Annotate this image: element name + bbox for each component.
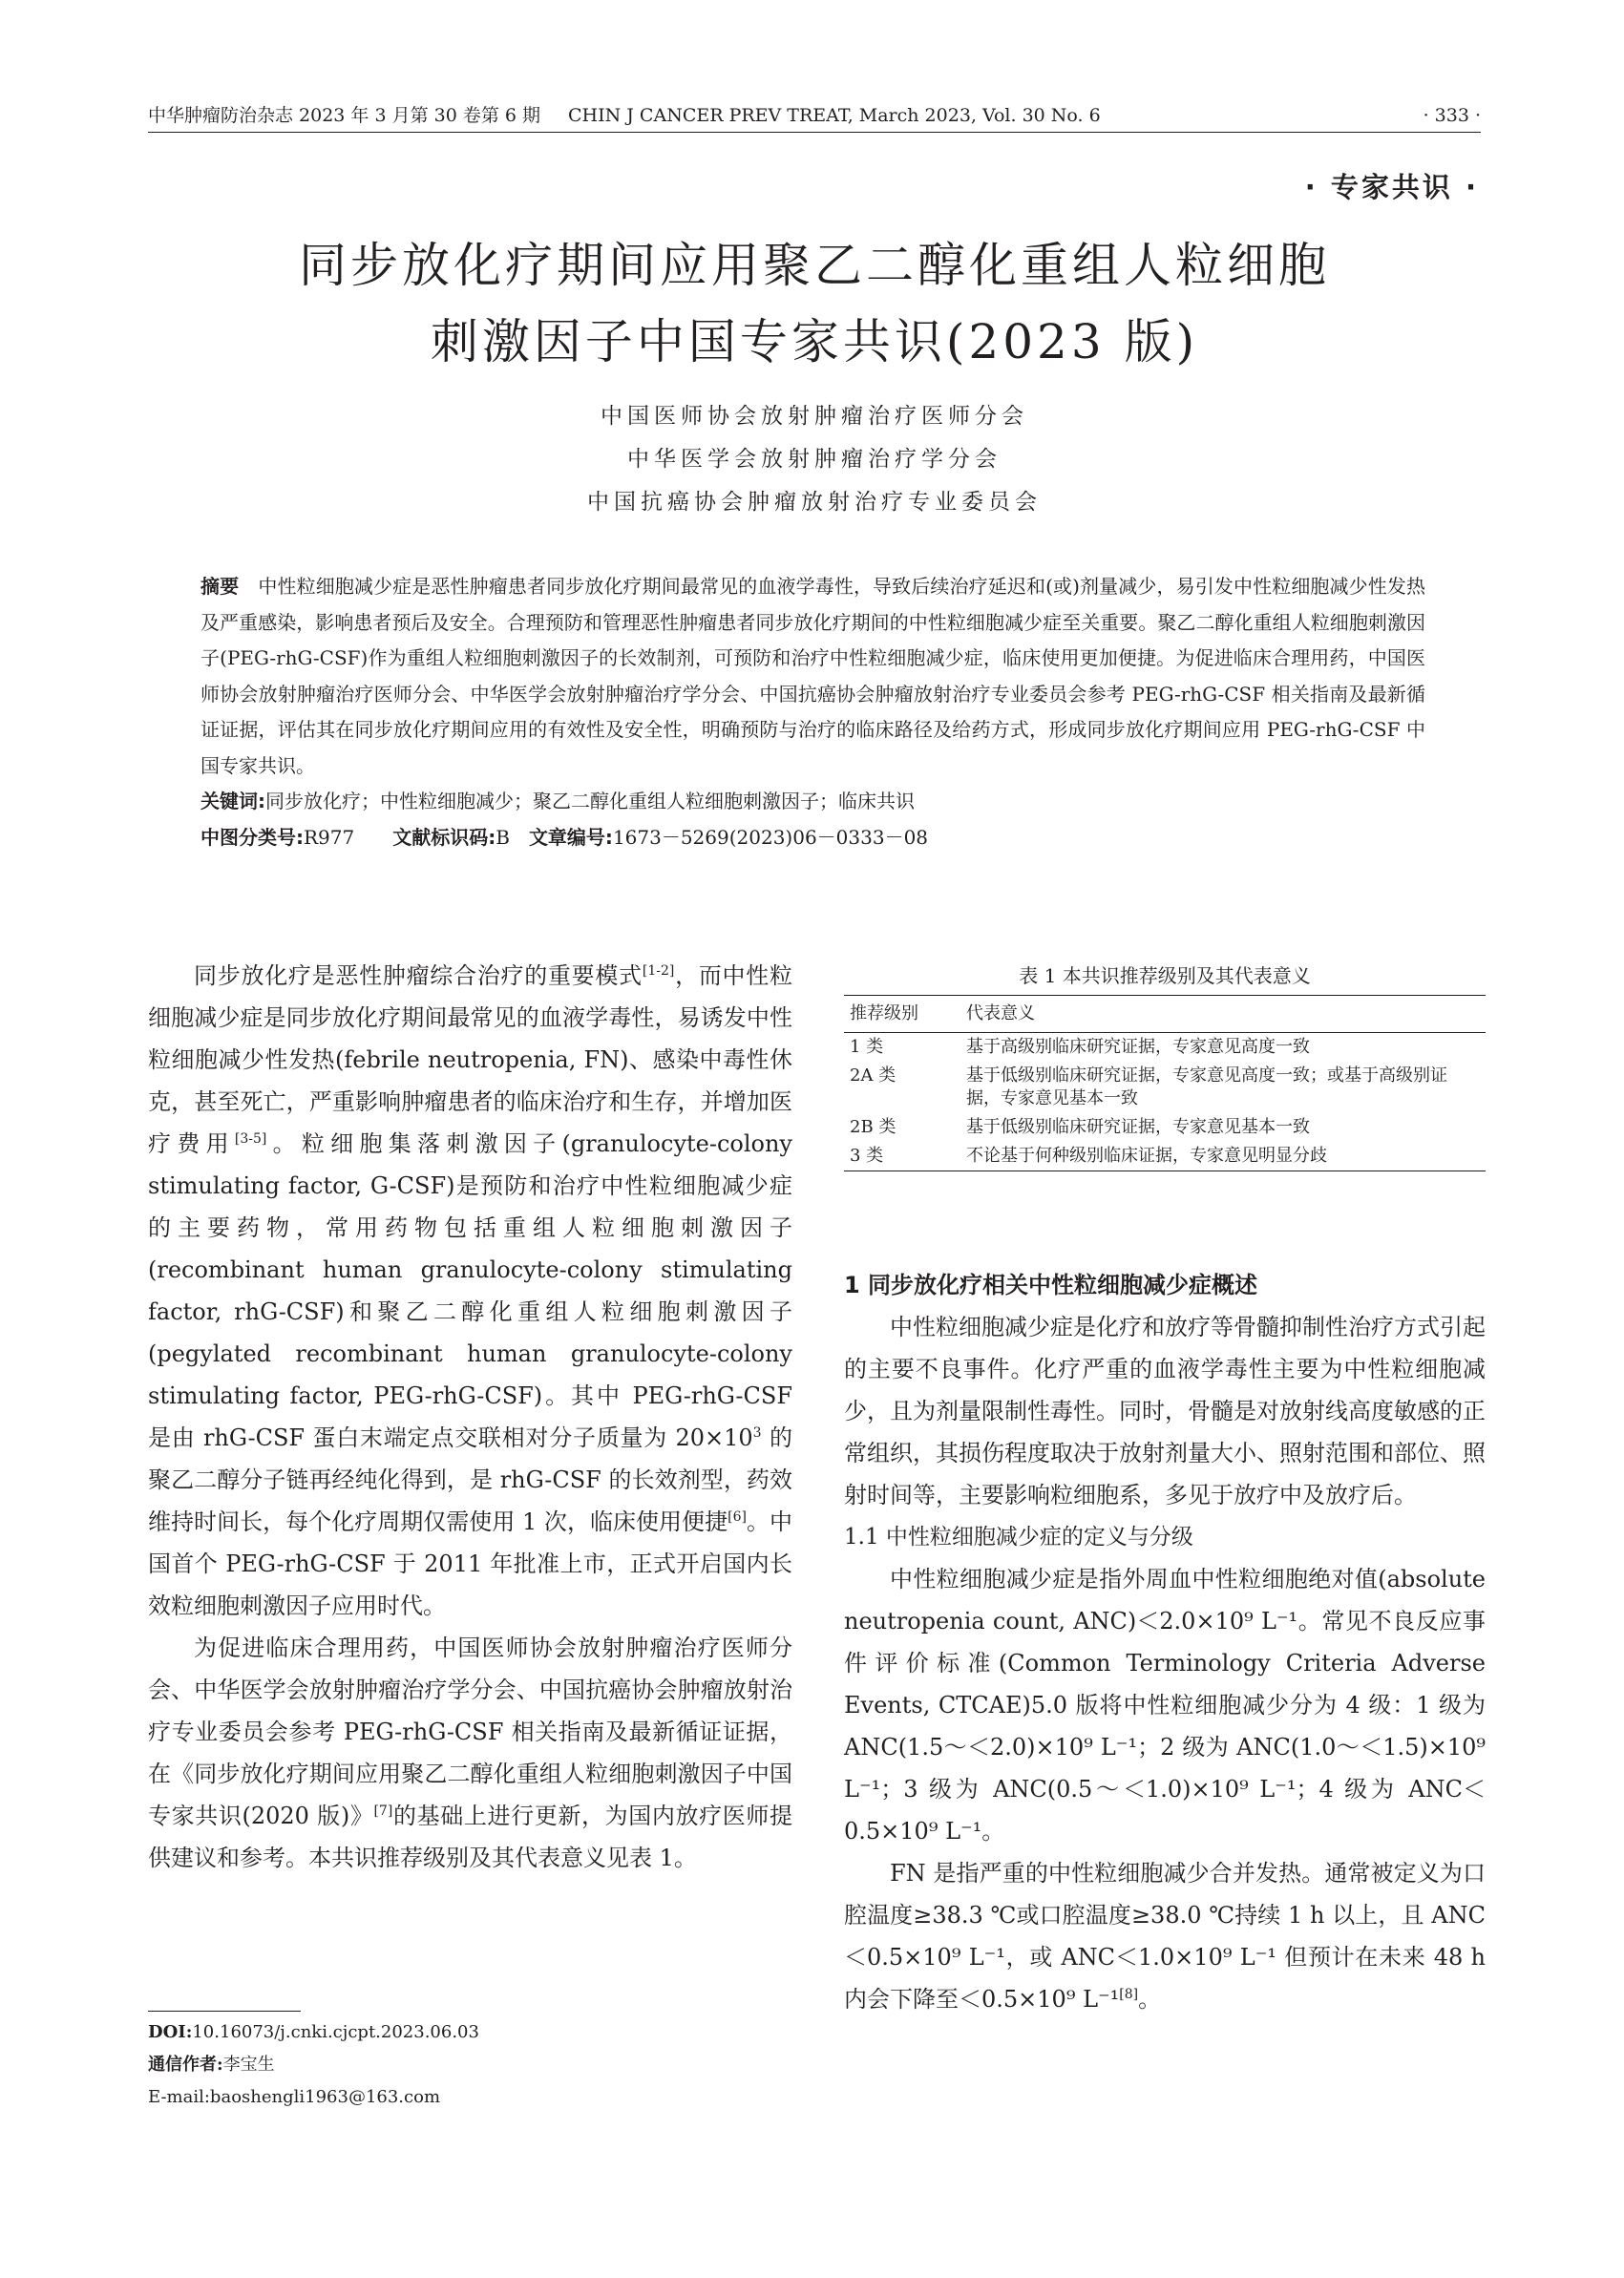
table-cell: 基于低级别临床研究证据，专家意见高度一致；或基于高级别证据，专家意见基本一致 — [966, 1065, 1447, 1108]
intro-paragraph-2 — [148, 1627, 792, 1879]
citation[interactable]: [8] — [1119, 1987, 1139, 2002]
footnote-block — [148, 2016, 792, 2114]
text-span: 的聚乙二醇分子链再经纯化得到，是 rhG-CSF 的长效剂型，药效维持时间长，每个化疗周期仅需使用 1 次，临床使用便捷 — [148, 1424, 792, 1535]
citation[interactable]: [6] — [728, 1509, 747, 1525]
text-span: 为促进临床合理用药，中国医师协会放射肿瘤治疗医师分会、中华医学会放射肿瘤治疗学分会、中国抗癌协会肿瘤放射治疗专业委员会参考 PEG-rhG-CSF 相关指南及最新循证证据，在《同步放化疗期间应用聚乙二醇化重组人粒细胞刺激因子中国专家共识(2020 版)》 — [148, 1635, 792, 1829]
keywords-value: 同步放化疗；中性粒细胞减少；聚乙二醇化重组人粒细胞刺激因子；临床共识 — [265, 790, 915, 812]
abstract-label: 摘要 — [200, 575, 240, 598]
left-column — [148, 955, 792, 1879]
text-span: ，而中性粒细胞减少症是同步放化疗期间最常见的血液学毒性，易诱发中性粒细胞减少性发热(febrile neutropenia, FN)、感染中毒性休克，甚至死亡，严重影响肿瘤患者的临床治疗和生存，并增加医疗费用 — [148, 962, 793, 1157]
doi-label: DOI: — [148, 2022, 193, 2042]
citation[interactable]: [1-2] — [642, 963, 675, 979]
corresponding-author-name: 李宝生 — [222, 2055, 275, 2075]
subsection-1-1-paragraph-1: 中性粒细胞减少症是指外周血中性粒细胞绝对值(absolute neutropenia count, ANC)＜2.0×10⁹ L⁻¹。常见不良反应事件评价标准(Common Terminology Criteria Adverse Events, CTCAE)5.0 版将中性粒细胞减少分为 4 级：1 级为 ANC(1.5～＜2.0)×10⁹ L⁻¹；2 级为 ANC(1.0～＜1.5)×10⁹ L⁻¹；3 级为 ANC(0.5～＜1.0)×10⁹ L⁻¹；4 级为 ANC＜0.5×10⁹ L⁻¹。 — [844, 1566, 1486, 1845]
text-span: 同步放化疗是恶性肿瘤综合治疗的重要模式 — [194, 962, 643, 989]
table-1 — [844, 957, 1486, 1171]
page-number: · 333 · — [1423, 105, 1481, 126]
table-header-cell: 推荐级别 — [844, 996, 960, 1033]
intro-paragraph-1 — [148, 955, 792, 1627]
table-cell: 1 类 — [850, 1037, 884, 1057]
subsection-heading-1-1: 1.1 中性粒细胞减少症的定义与分级 — [844, 1525, 1193, 1550]
text-span: 的基础上进行更新，为国内放疗医师提供建议和参考。本共识推荐级别及其代表意义见表 1。 — [148, 1803, 793, 1871]
table-header-cell: 代表意义 — [960, 996, 1486, 1033]
text-span: 。中国首个 PEG-rhG-CSF 于 2011 年批准上市，正式开启国内长效粒细胞刺激因子应用时代。 — [148, 1508, 792, 1619]
author-org-3: 中国抗癌协会肿瘤放射治疗专业委员会 — [587, 490, 1042, 515]
doi-line — [148, 2016, 792, 2049]
abstract-block — [200, 569, 1425, 855]
table-cell: 2B 类 — [850, 1117, 896, 1137]
clc-value: R977 — [304, 825, 355, 849]
exponent: 3 — [752, 1425, 762, 1441]
table-title: 表 1 本共识推荐级别及其代表意义 — [1019, 964, 1311, 987]
section-1-paragraph: 中性粒细胞减少症是化疗和放疗等骨髓抑制性治疗方式引起的主要不良事件。化疗严重的血液学毒性主要为中性粒细胞减少，且为剂量限制性毒性。同时，骨髓是对放射线高度敏感的正常组织，其损伤程度取决于放射剂量大小、照射范围和部位、照射时间等，主要影响粒细胞系，多见于放疗中及放疗后。 — [844, 1314, 1486, 1508]
table-cell: 基于低级别临床研究证据，专家意见基本一致 — [966, 1117, 1310, 1137]
table-row — [844, 1113, 1486, 1142]
corresponding-author-label: 通信作者: — [148, 2055, 223, 2075]
citation[interactable]: [3-5] — [234, 1131, 267, 1147]
recommendation-table — [844, 995, 1486, 1171]
journal-citation-cn: 中华肿瘤防治杂志 2023 年 3 月第 30 卷第 6 期 — [148, 105, 541, 126]
journal-citation-en: CHIN J CANCER PREV TREAT, March 2023, Vol. 30 No. 6 — [568, 105, 1101, 126]
classification-line — [200, 820, 1425, 856]
author-org-2: 中华医学会放射肿瘤治疗学分会 — [627, 447, 1002, 472]
keywords-label: 关键词: — [200, 790, 265, 812]
table-row — [844, 1033, 1486, 1063]
author-org-1: 中国医师协会放射肿瘤治疗医师分会 — [601, 404, 1028, 429]
email-line[interactable]: E-mail:baoshengli1963@163.com — [148, 2087, 441, 2107]
table-row — [844, 1142, 1486, 1171]
article-no-value: 1673－5269(2023)06－0333－08 — [612, 825, 929, 849]
table-cell: 不论基于何种级别临床证据，专家意见明显分歧 — [960, 1142, 1486, 1171]
text-span: 。粒细胞集落刺激因子(granulocyte-colony stimulating factor, G-CSF)是预防和治疗中性粒细胞减少症的主要药物，常用药物包括重组人粒细胞刺激因子(recombinant human granulocyte-colony stimulating factor, rhG-CSF)和聚乙二醇化重组人粒细胞刺激因子(pegylated recombinant human granulocyte-colony stimulating factor, PEG-rhG-CSF)。其中 PEG-rhG-CSF 是由 rhG-CSF 蛋白末端定点交联相对分子质量为 20×10 — [148, 1130, 792, 1451]
doi-value[interactable]: 10.16073/j.cnki.cjcpt.2023.06.03 — [192, 2022, 479, 2042]
article-no-label: 文章编号: — [528, 825, 613, 849]
table-row — [844, 1062, 1486, 1113]
title-line-2: 刺激因子中国专家共识(2023 版) — [430, 314, 1199, 369]
citation[interactable]: [7] — [373, 1803, 393, 1819]
footnote-divider — [148, 2011, 301, 2012]
keywords-line — [200, 784, 1425, 820]
clc-label: 中图分类号: — [200, 825, 304, 849]
text-span: FN 是指严重的中性粒细胞减少合并发热。通常被定义为口腔温度≥38.3 ℃或口腔温度≥38.0 ℃持续 1 h 以上，且 ANC＜0.5×10⁹ L⁻¹，或 ANC＜1.0×10⁹ L⁻¹ 但预计在未来 48 h 内会下降至＜0.5×10⁹ L⁻¹ — [844, 1860, 1486, 2013]
table-cell: 基于高级别临床研究证据，专家意见高度一致 — [966, 1037, 1310, 1057]
table-cell: 2A 类 — [850, 1065, 896, 1086]
running-header — [148, 99, 1481, 133]
article-title — [148, 227, 1481, 380]
abstract-body: 中性粒细胞减少症是恶性肿瘤患者同步放化疗期间最常见的血液学毒性，导致后续治疗延迟和(或)剂量减少，易引发中性粒细胞减少性发热及严重感染，影响患者预后及安全。合理预防和管理恶性肿瘤患者同步放化疗期间的中性粒细胞减少症至关重要。聚乙二醇化重组人粒细胞刺激因子(PEG-rhG-CSF)作为重组人粒细胞刺激因子的长效制剂，可预防和治疗中性粒细胞减少症，临床使用更加便捷。为促进临床合理用药，中国医师协会放射肿瘤治疗医师分会、中华医学会放射肿瘤治疗学分会、中国抗癌协会肿瘤放射治疗专业委员会参考 PEG-rhG-CSF 相关指南及最新循证证据，评估其在同步放化疗期间应用的有效性及安全性，明确预防与治疗的临床路径及给药方式，形成同步放化疗期间应用 PEG-rhG-CSF 中国专家共识。 — [200, 575, 1426, 777]
table-cell: 3 类 — [844, 1142, 960, 1171]
corresponding-author-line — [148, 2049, 792, 2081]
subsection-1-1-paragraph-2 — [844, 1852, 1486, 2020]
title-line-1: 同步放化疗期间应用聚乙二醇化重组人粒细胞 — [299, 238, 1330, 293]
section-tag: · 专家共识 · — [1304, 171, 1479, 203]
author-affiliations — [148, 395, 1481, 524]
table-header-row — [844, 996, 1486, 1033]
right-column — [844, 1264, 1486, 2020]
doc-code-value: B — [496, 825, 510, 849]
abstract-text — [200, 569, 1425, 784]
section-heading-1: 1 同步放化疗相关中性粒细胞减少症概述 — [844, 1272, 1258, 1298]
doc-code-label: 文献标识码: — [392, 825, 496, 849]
text-span: 。 — [1138, 1986, 1162, 2013]
